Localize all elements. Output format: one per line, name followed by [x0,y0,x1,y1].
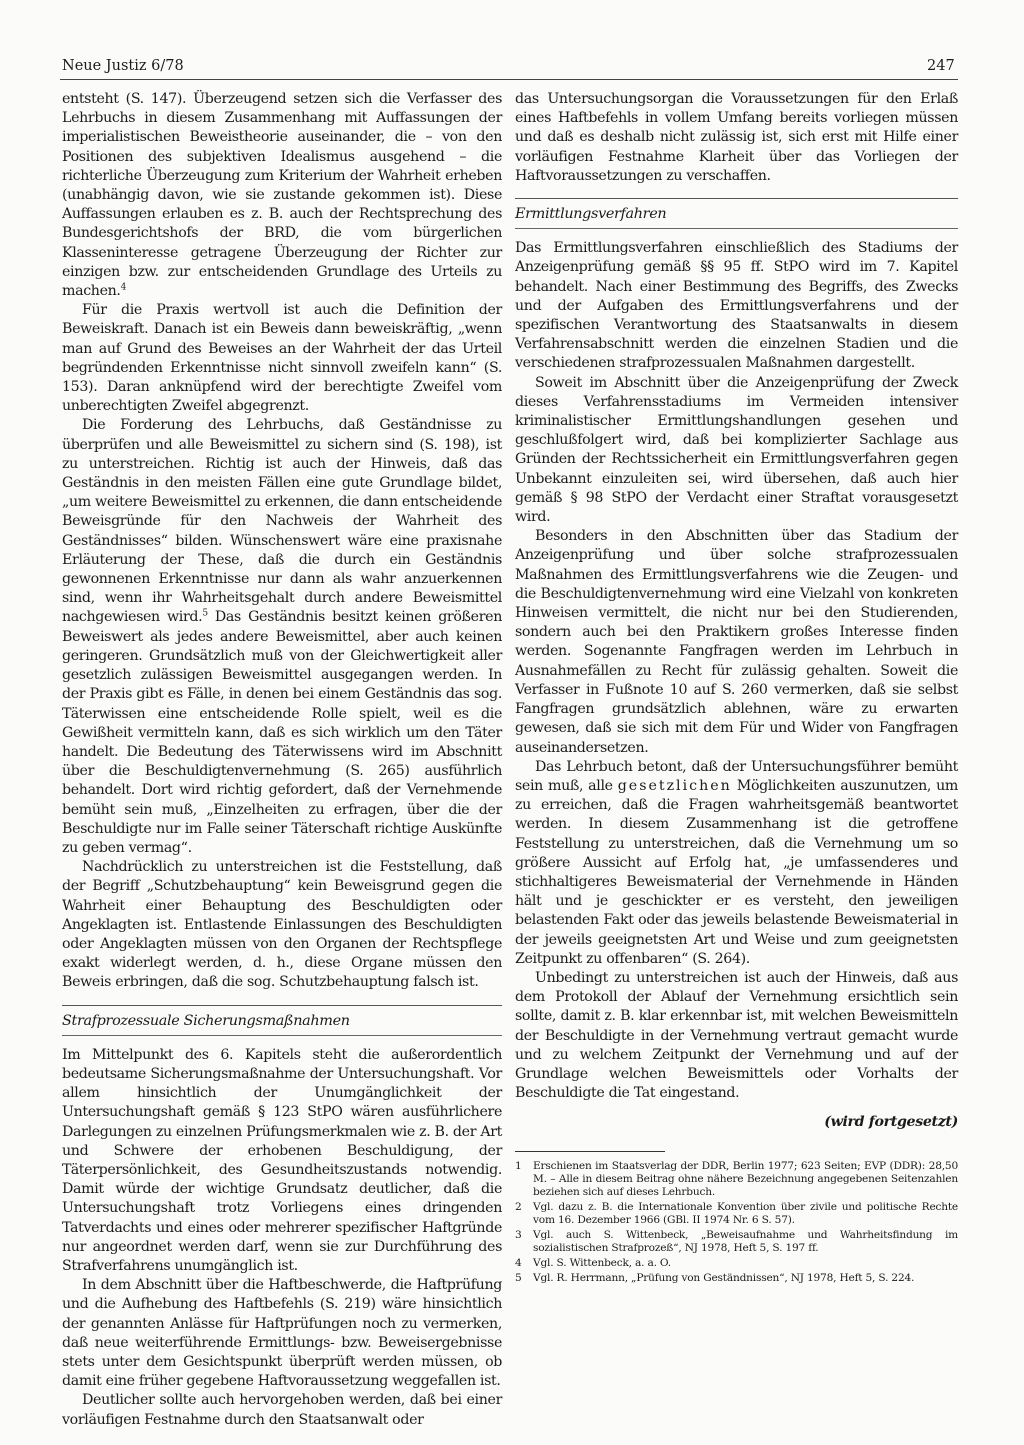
paragraph-text: Die Forderung des Lehrbuchs, daß Geständnisse zu überprüfen und alle Beweismittel zu sichern sind (S. 198), ist zu unterstreichen. Richtig ist auch der Hinweis, daß das Geständnis in den meisten Fällen eine gute Grundlage bildet, „um weitere Beweismittel zu erkennen, die dann entscheidende Beweisgründe für den Nachweis der Wahrheit des Geständnisses“ bilden. Wünschenswert wäre eine praxisnahe Erläuterung der These, daß die durch ein Geständnis gewonnenen Erkenntnisse nur dann als wahr anzuerkennen sind, wenn ihr Wahrheitsgehalt durch andere Beweismittel nachgewiesen wird. [62,417,502,626]
left-column [62,90,502,1430]
paragraph: Besonders in den Abschnitten über das Stadium der Anzeigenprüfung und über solche strafprozessualen Maßnahmen des Ermittlungsverfahrens wie die Zeugen- und die Beschuldigtenvernehmung wird eine Vielzahl von konkreten Hinweisen vermittelt, die nicht nur bei den Studierenden, sondern auch bei den Praktikern großes Interesse finden werden. Sogenannte Fangfragen werden im Lehrbuch in Ausnahmefällen zu Recht für zulässig gehalten. Soweit die Verfasser in Fußnote 10 auf S. 260 vermerken, daß sie selbst Fangfragen grundsätzlich ablehnen, wäre zu erwarten gewesen, daß sie sich mit dem Für und Wider von Fangfragen auseinandersetzen. [515,528,958,756]
paragraph [62,416,502,858]
paragraph: In dem Abschnitt über die Haftbeschwerde, die Haftprüfung und die Aufhebung des Haftbefehls (S. 219) wäre hinsichtlich der genannten Anlässe für Haftprüfungen noch zu vermerken, daß neue weiterführende Ermittlungs- bzw. Beweisergebnisse stets unter dem Gesichtspunkt überprüft werden müssen, ob damit eine früher gegebene Haftvoraussetzung weggefallen ist. [62,1277,502,1390]
footnote-number: 4 [515,1256,522,1269]
journal-issue-header: Neue Justiz 6/78 [62,58,184,74]
footnote-number: 3 [515,1228,522,1241]
footnote [515,1257,958,1270]
footnote-number: 1 [515,1159,522,1172]
paragraph [515,758,958,969]
section-title: Ermittlungsverfahren [515,205,958,229]
paragraph [62,90,502,301]
page-number: 247 [927,58,955,74]
paragraph-text: Das Lehrbuch betont, daß der Untersuchungsführer bemüht sein muß, alle [515,758,958,794]
emphasized-word: gesetzlichen [617,777,732,794]
right-column [515,90,958,1287]
footnote-text: Vgl. dazu z. B. die Internationale Konvention über zivile und politische Rechte vom 16. Dezember 1966 (GBl. II 1974 Nr. 6 S. 57). [533,1200,958,1226]
footnote-ref[interactable]: 4 [120,282,126,293]
footnote-text: Vgl. auch S. Wittenbeck, „Beweisaufnahme und Wahrheitsfindung im sozialistischen Strafprozeß“, NJ 1978, Heft 5, S. 197 ff. [533,1228,958,1254]
paragraph: Für die Praxis wertvoll ist auch die Definition der Beweiskraft. Danach ist ein Beweis dann beweiskräftig, „wenn man auf Grund des Beweises an der Wahrheit der das Urteil begründenden Erkenntnisse nicht sinnvoll zweifeln kann“ (S. 153). Daran anknüpfend wird der berechtigte Zweifel vom unberechtigten Zweifel abgegrenzt. [62,302,502,415]
paragraph: Deutlicher sollte auch hervorgehoben werden, daß bei einer vorläufigen Festnahme durch den Staatsanwalt oder [62,1392,502,1428]
paragraph-text: Möglichkeiten auszunutzen, um zu erreichen, daß die Fragen wahrheitsgemäß beantwortet werden. In diesem Zusammenhang ist die getroffene Feststellung zu unterstreichen, daß die Vernehmung um so größere Aussicht auf Erfolg hat, „je umfassenderes und stichhaltigeres Beweismaterial der Vernehmende in Händen hält und je geschickter er es versteht, den jeweiligen belastenden Fakt oder das jeweils belastende Beweismaterial in der jeweils geeignetsten Art und Weise und zum geeignetsten Zeitpunkt zu offenbaren“ (S. 264). [515,777,958,967]
footnote-text: Erschienen im Staatsverlag der DDR, Berlin 1977; 623 Seiten; EVP (DDR): 28,50 M. – Alle in diesem Beitrag ohne nähere Bezeichnung angegebenen Seitenzahlen beziehen sich auf dieses Lehrbuch. [533,1159,958,1198]
section [62,1005,502,1036]
paragraph: Nachdrücklich zu unterstreichen ist die Feststellung, daß der Begriff „Schutzbehauptung“ kein Beweisgrund gegen die Wahrheit einer Behauptung des Beschuldigten oder Angeklagten ist. Entlastende Einlassungen des Beschuldigten oder Angeklagten müssen von den Organen der Rechtspflege exakt widerlegt werden, d. h., diese Organe müssen den Beweis erbringen, daß die sog. Schutzbehauptung falsch ist. [62,859,502,991]
footnote [515,1201,958,1227]
paragraph: Im Mittelpunkt des 6. Kapitels steht die außerordentlich bedeutsame Sicherungsmaßnahme der Untersuchungshaft. Vor allem hinsichtlich der Unumgänglichkeit der Untersuchungshaft gemäß § 123 StPO wären ausführlichere Darlegungen zu einzelnen Prüfungsmerkmalen wie z. B. der Art und Schwere der erhobenen Beschuldigung, der Täterpersönlichkeit, des Gesundheitszustands notwendig. Damit würde der wichtige Grundsatz deutlicher, daß die Untersuchungshaft trotz Vorliegens eines dringenden Tatverdachts und eines oder mehrerer spezifischer Haftgründe nur angeordnet werden darf, wenn sie zur Durchführung des Strafverfahrens unumgänglich ist. [62,1046,502,1274]
paragraph-text: entsteht (S. 147). Überzeugend setzen sich die Verfasser des Lehrbuchs in diesem Zusammenhang mit Auffassungen der imperialistischen Beweistheorie auseinander, die – von den Positionen des subjektiven Idealismus ausgehend – die richterliche Überzeugung zum Kriterium der Wahrheit erheben (unabhängig davon, wie sie zustande gekommen ist). Diese Auffassungen erlauben es z. B. auch der Rechtsprechung des Bundesgerichtshofs der BRD, die vom bürgerlichen Klasseninteresse getragene Überzeugung der Richter zur einzigen bzw. zur entscheidenden Grundlage des Urteils zu machen. [62,91,502,300]
section [515,198,958,229]
paragraph: Soweit im Abschnitt über die Anzeigenprüfung der Zweck dieses Verfahrensstadiums im Vermeiden intensiver kriminalistischer Ermittlungshandlungen gesehen und geschlußfolgert wird, daß bei komplizierter Sachlage aus Gründen der Rechtssicherheit ein Ermittlungsverfahren gegen Unbekannt einzuleiten sei, wird übersehen, daß auch hier gemäß § 98 StPO der Verdacht einer Straftat vorausgesetzt wird. [515,374,958,526]
continued-note: (wird fortgesetzt) [824,1114,958,1131]
footnote-text: Vgl. S. Wittenbeck, a. a. O. [533,1256,671,1269]
footnote-ref[interactable]: 5 [202,608,208,619]
footnote [515,1272,958,1285]
paragraph-text: Das Geständnis besitzt keinen größeren Beweiswert als jedes andere Beweismittel, aber auch keinen geringeren. Grundsätzlich muß von der Gleichwertigkeit aller gesetzlich zulässigen Beweismittel ausgegangen werden. In der Praxis gibt es Fälle, in denen bei einem Geständnis das sog. Täterwissen eine entscheidende Rolle spielt, weil es die Gewißheit vermitteln kann, daß es sich wirklich um den Täter handelt. Die Bedeutung des Täterwissens wird im Abschnitt über die Beschuldigtenvernehmung (S. 265) ausführlich behandelt. Dort wird richtig gefordert, daß der Vernehmende bemüht sein muß, „Einzelheiten zu erfragen, über die der Beschuldigte nur im Falle seiner Täterschaft richtige Auskünfte zu geben vermag“. [62,609,502,856]
footnotes [515,1160,958,1285]
footnote-number: 5 [515,1271,522,1284]
paragraph: Das Ermittlungsverfahren einschließlich des Stadiums der Anzeigenprüfung gemäß §§ 95 ff. StPO wird im 7. Kapitel behandelt. Nach einer Bestimmung des Begriffs, des Zwecks und der Aufgaben des Ermittlungsverfahrens und der spezifischen Verantwortung des Staatsanwalts in diesem Verfahrensabschnitt werden die einzelnen Stadien und die verschiedenen strafprozessualen Maßnahmen dargestellt. [515,240,958,372]
footnote [515,1160,958,1199]
paragraph: Unbedingt zu unterstreichen ist auch der Hinweis, daß aus dem Protokoll der Ablauf der Vernehmung ersichtlich sein sollte, damit z. B. klar erkennbar ist, mit welchen Beweismitteln der Beschuldigte in der Vernehmung vertraut gemacht wurde und zu welchem Zeitpunkt der Vernehmung und auf der Grundlage welchen Beweismittels oder Vorhalts der Beschuldigte die Tat eingestand. [515,969,958,1102]
header-rule [60,79,958,80]
footnote [515,1229,958,1255]
footnote-rule [515,1151,665,1152]
footnote-number: 2 [515,1200,522,1213]
footnote-text: Vgl. R. Herrmann, „Prüfung von Geständnissen“, NJ 1978, Heft 5, S. 224. [533,1271,915,1284]
section-title: Strafprozessuale Sicherungsmaßnahmen [62,1012,502,1036]
paragraph: das Untersuchungsorgan die Voraussetzungen für den Erlaß eines Haftbefehls in vollem Umfang bereits vorliegen müssen und daß es deshalb nicht zulässig ist, sich erst mit Hilfe einer vorläufigen Festnahme Klarheit über das Vorliegen der Haftvoraussetzungen zu verschaffen. [515,91,958,184]
